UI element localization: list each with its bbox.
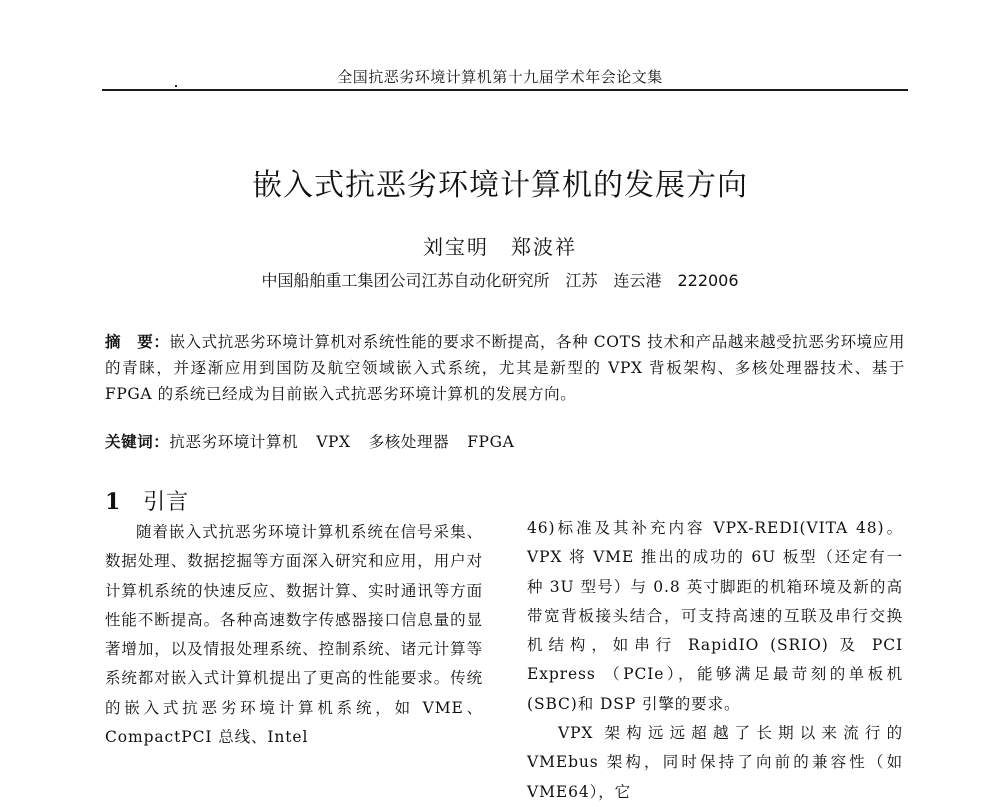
section-title: 引言 — [143, 490, 190, 515]
keyword: 抗恶劣环境计算机 — [169, 433, 299, 451]
keyword: 多核处理器 — [368, 433, 450, 451]
header-rule — [102, 89, 908, 91]
running-header: 全国抗恶劣环境计算机第十九届学术年会论文集 — [337, 68, 663, 86]
header-dot — [175, 85, 177, 87]
body-paragraph: 46)标准及其补充内容 VPX-REDI(VITA 48)。VPX 将 VME 推出的成功的 6U 板型（还定有一种 3U 型号）与 0.8 英寸脚距的机箱环境及新的高带宽背板接头结合，可支持高速的互联及串行交换机结构，如串行 RapidIO (SRIO) 及 PCI Express （PCIe），能够满足最苛刻的单板机(SBC)和 DSP 引擎的要求。 — [527, 519, 903, 713]
body-paragraph: 随着嵌入式抗恶劣环境计算机系统在信号采集、数据处理、数据挖掘等方面深入研究和应用，用户对计算机系统的快速反应、数据计算、实时通讯等方面性能不断提高。各种高速数字传感器接口信息量的显著增加，以及情报处理系统、控制系统、诸元计算等系统都对嵌入式计算机提出了更高的性能要求。传统的嵌入式抗恶劣环境计算机系统，如 VME、CompactPCI 总线、Intel — [105, 523, 483, 747]
section-number: 1 — [105, 489, 122, 515]
keywords-label: 关键词： — [105, 433, 170, 451]
affiliation: 中国船舶重工集团公司江苏自动化研究所 江苏 连云港 222006 — [261, 271, 739, 290]
author-1: 刘宝明 — [423, 235, 489, 259]
keyword: VPX — [316, 433, 351, 451]
abstract-text: 嵌入式抗恶劣环境计算机对系统性能的要求不断提高，各种 COTS 技术和产品越来越受抗恶劣环境应用的青睐，并逐渐应用到国防及航空领域嵌入式系统，尤其是新型的 VPX 背板架构、多核处理器技术、基于 FPGA 的系统已经成为目前嵌入式抗恶劣环境计算机的发展方向。 — [105, 333, 905, 403]
abstract — [105, 329, 905, 407]
authors — [0, 231, 1000, 260]
section-heading — [105, 487, 483, 518]
body-paragraph: VPX 架构远远超越了长期以来流行的 VMEbus 架构，同时保持了向前的兼容性（如 VME64），它 — [527, 724, 903, 801]
keywords — [105, 429, 905, 455]
left-column — [105, 487, 483, 752]
author-2: 郑波祥 — [511, 235, 577, 259]
paper-title: 嵌入式抗恶劣环境计算机的发展方向 — [252, 168, 748, 203]
right-column — [527, 514, 903, 807]
abstract-label: 摘 要： — [105, 333, 170, 351]
keyword: FPGA — [467, 433, 515, 451]
